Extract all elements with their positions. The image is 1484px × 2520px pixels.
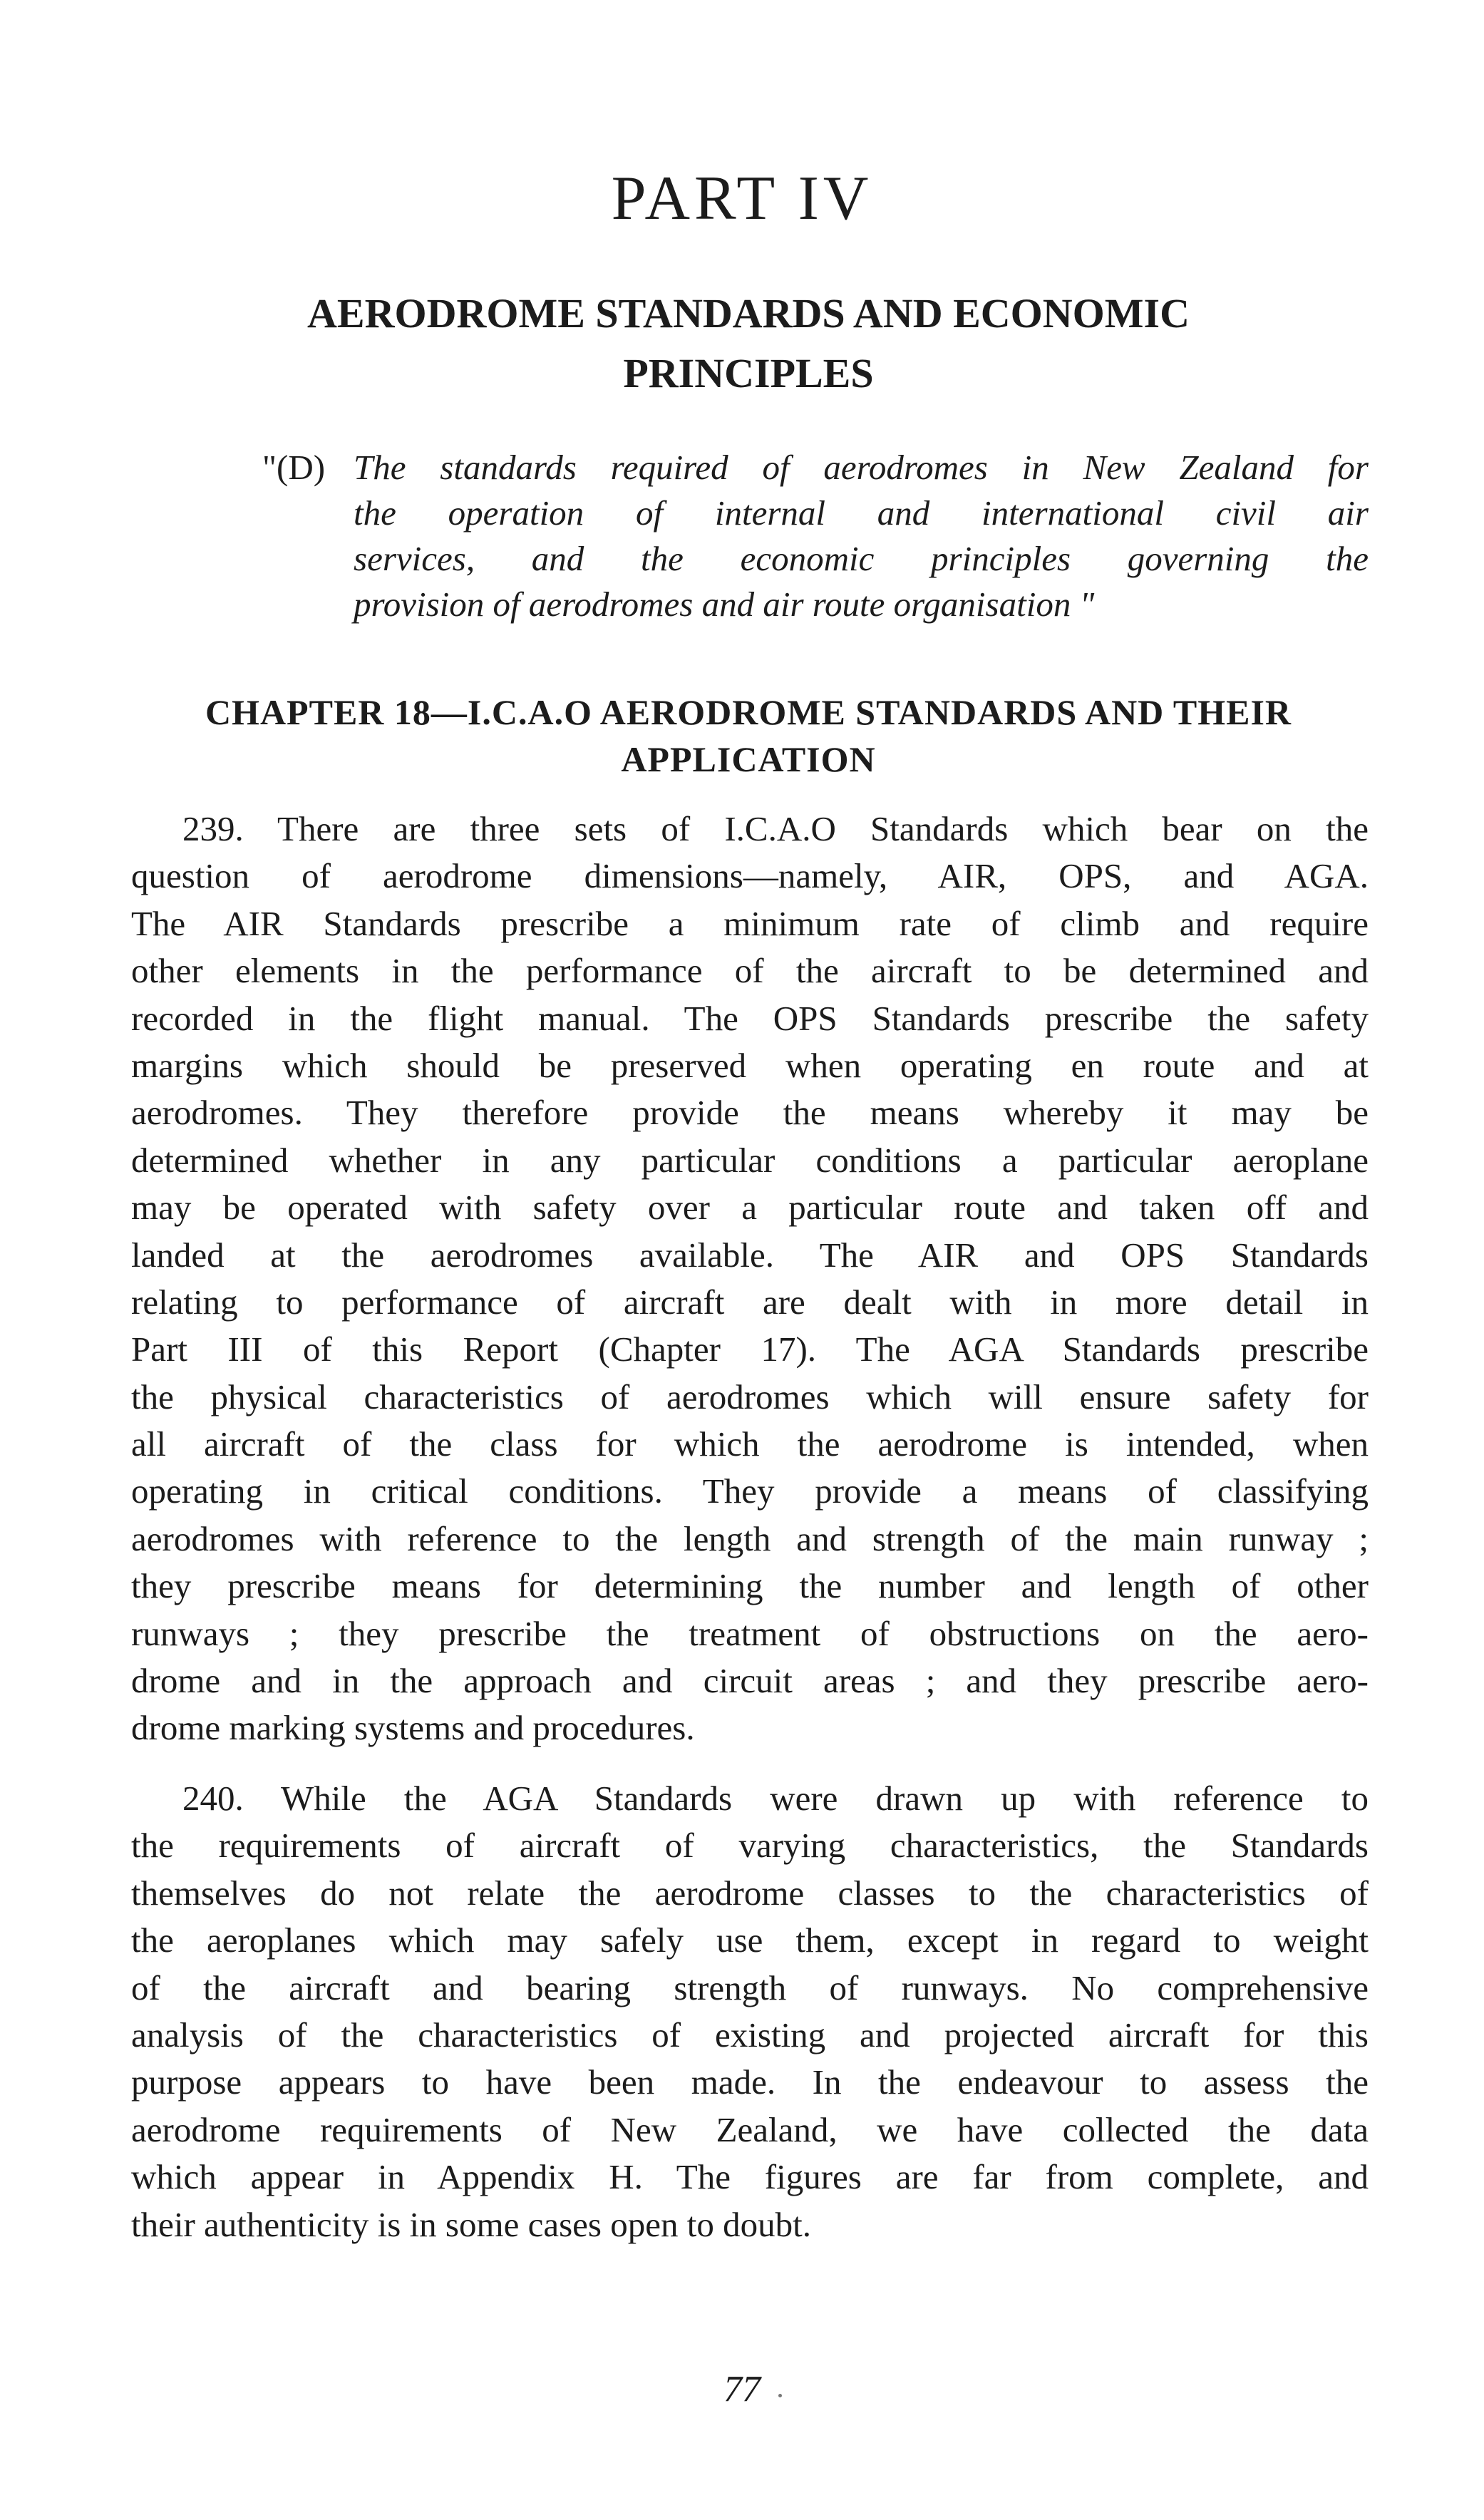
text-line: analysis of the characteristics of existing and projected aircraft for this xyxy=(131,2015,1369,2054)
section-heading-line: AERODROME STANDARDS AND ECONOMIC xyxy=(307,290,1190,336)
terms-of-reference-quote xyxy=(354,445,1369,627)
text-line: operating in critical conditions. They provide a means of classifying xyxy=(131,1471,1369,1511)
text-line: their authenticity is in some cases open to doubt. xyxy=(131,2204,811,2244)
part-title: PART IV xyxy=(611,164,873,233)
text-line: recorded in the flight manual. The OPS Standards prescribe the safety xyxy=(131,998,1369,1038)
section-heading xyxy=(192,284,1304,403)
text-line: the aeroplanes which may safely use them, except in regard to weight xyxy=(131,1920,1369,1960)
chapter-title-line: CHAPTER 18—I.C.A.O AERODROME STANDARDS AND THEIR xyxy=(205,692,1292,732)
quote-line: the operation of internal and international civil air xyxy=(354,493,1369,533)
text-line: aerodromes. They therefore provide the means whereby it may be xyxy=(131,1093,1369,1133)
paragraph-239 xyxy=(131,806,1369,1752)
text-line: themselves do not relate the aerodrome classes to the characteristics of xyxy=(131,1873,1369,1913)
text-line: the requirements of aircraft of varying characteristics, the Standards xyxy=(131,1826,1369,1866)
text-line: relating to performance of aircraft are dealt with in more detail in xyxy=(131,1282,1369,1322)
text-line: question of aerodrome dimensions—namely, AIR, OPS, and AGA. xyxy=(131,856,1369,896)
quote-line: provision of aerodromes and air route organisation " xyxy=(354,585,1095,624)
text-line: all aircraft of the class for which the aerodrome is intended, when xyxy=(131,1424,1369,1464)
text-line: landed at the aerodromes available. The AIR and OPS Standards xyxy=(131,1235,1369,1275)
quote-line: services, and the economic principles governing the xyxy=(354,539,1369,578)
text-line: the physical characteristics of aerodromes which will ensure safety for xyxy=(131,1377,1369,1416)
text-line: of the aircraft and bearing strength of runways. No comprehensive xyxy=(131,1968,1369,2007)
text-line: 240. While the AGA Standards were drawn up with reference to xyxy=(182,1779,1369,1818)
text-line: runways ; they prescribe the treatment of obstructions on the aero- xyxy=(131,1613,1369,1653)
text-line: aerodromes with reference to the length and strength of the main runway ; xyxy=(131,1518,1369,1558)
text-line: determined whether in any particular conditions a particular aeroplane xyxy=(131,1140,1369,1180)
text-line: margins which should be preserved when operating en route and at xyxy=(131,1045,1369,1085)
text-line: 239. There are three sets of I.C.A.O Standards which bear on the xyxy=(182,809,1369,848)
text-line: Part III of this Report (Chapter 17). The AGA Standards prescribe xyxy=(131,1330,1369,1369)
text-line: they prescribe means for determining the number and length of other xyxy=(131,1566,1369,1606)
chapter-title xyxy=(128,689,1369,783)
text-line: drome and in the approach and circuit areas ; and they prescribe aero- xyxy=(131,1661,1369,1701)
text-line: drome marking systems and procedures. xyxy=(131,1708,695,1748)
terms-of-reference-label: "(D) xyxy=(262,448,326,487)
text-line: aerodrome requirements of New Zealand, we have collected the data xyxy=(131,2109,1369,2149)
text-line: other elements in the performance of the aircraft to be determined and xyxy=(131,951,1369,991)
chapter-title-line: APPLICATION xyxy=(621,739,876,779)
text-line: may be operated with safety over a particular route and taken off and xyxy=(131,1188,1369,1228)
text-line: The AIR Standards prescribe a minimum rate of climb and require xyxy=(131,903,1369,943)
page-number: 77 xyxy=(723,2369,761,2410)
text-line: which appear in Appendix H. The figures are far from complete, and xyxy=(131,2157,1369,2197)
print-speck xyxy=(778,2394,782,2397)
section-heading-line: PRINCIPLES xyxy=(623,350,874,396)
paragraph-240 xyxy=(131,1775,1369,2248)
text-line: purpose appears to have been made. In the endeavour to assess the xyxy=(131,2062,1369,2102)
quote-line: The standards required of aerodromes in New Zealand for xyxy=(354,448,1369,487)
